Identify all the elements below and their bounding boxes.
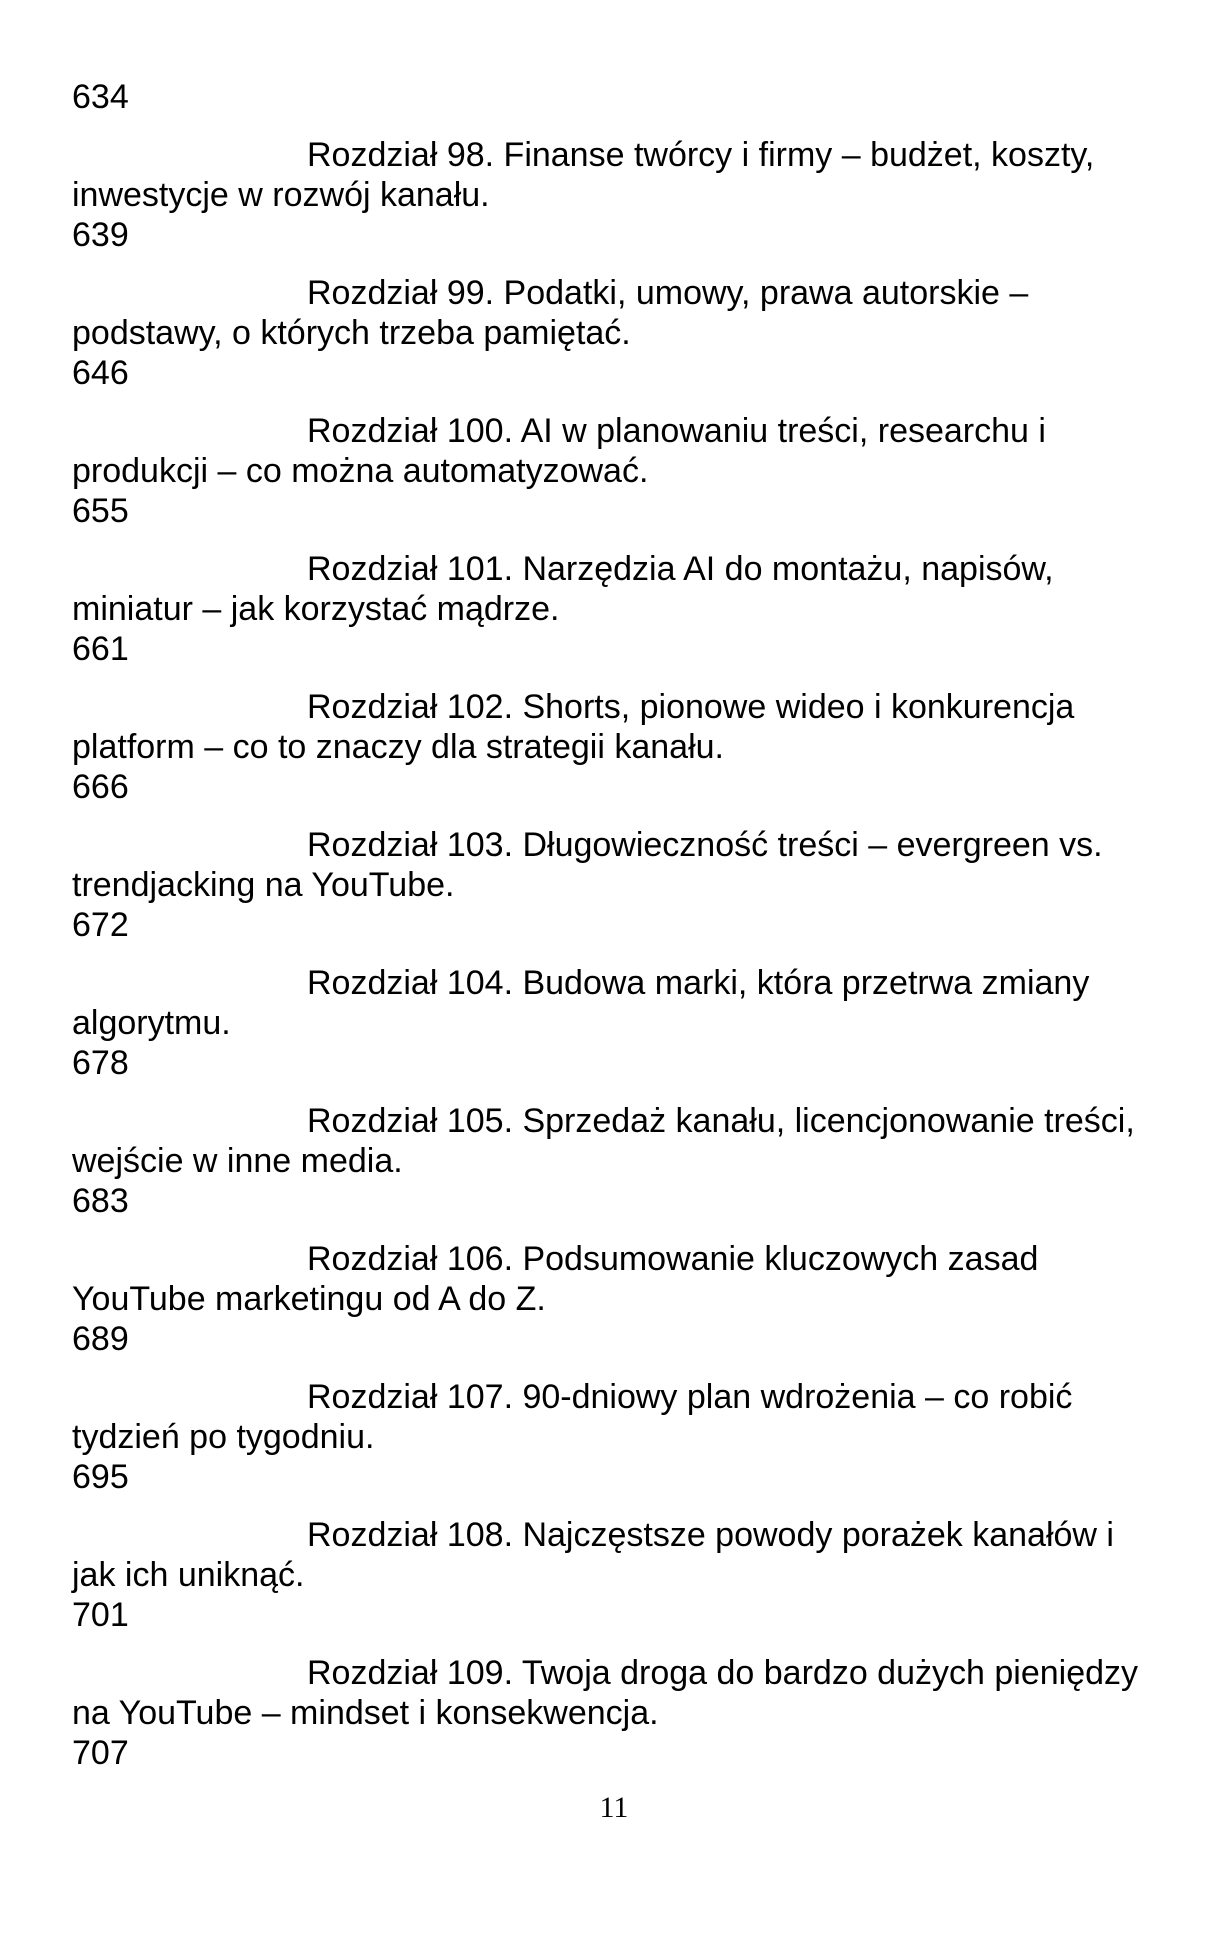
chapter-title-line-1: Rozdział 98. Finanse twórcy i firmy – budżet, koszty, xyxy=(307,136,1095,174)
page-number: 11 xyxy=(599,1791,629,1824)
chapter-page-number: 639 xyxy=(72,216,129,254)
entry-spacer xyxy=(72,669,1162,687)
chapter-title-line-2: wejście w inne media. xyxy=(72,1142,403,1180)
chapter-title-line-1: Rozdział 103. Długowieczność treści – evergreen vs. xyxy=(307,826,1103,864)
toc-entry xyxy=(72,273,1162,393)
chapter-title-line-1: Rozdział 102. Shorts, pionowe wideo i konkurencja xyxy=(307,688,1075,726)
chapter-page-number: 707 xyxy=(72,1734,129,1772)
chapter-title-line-2: YouTube marketingu od A do Z. xyxy=(72,1280,546,1318)
toc-entry xyxy=(72,1653,1162,1773)
toc-entry xyxy=(72,825,1162,945)
chapter-title-line-1: Rozdział 101. Narzędzia AI do montażu, napisów, xyxy=(307,550,1054,588)
chapter-title-line-2: miniatur – jak korzystać mądrze. xyxy=(72,590,560,628)
chapter-title-line-2: podstawy, o których trzeba pamiętać. xyxy=(72,314,631,352)
chapter-page-number: 678 xyxy=(72,1044,129,1082)
chapter-title-line-1: Rozdział 105. Sprzedaż kanału, licencjonowanie treści, xyxy=(307,1102,1135,1140)
toc-entry xyxy=(72,1377,1162,1497)
entry-spacer xyxy=(72,945,1162,963)
chapter-title-line-1: Rozdział 109. Twoja droga do bardzo dużych pieniędzy xyxy=(307,1654,1139,1692)
chapter-title-line-2: inwestycje w rozwój kanału. xyxy=(72,176,490,214)
chapter-title-line-2: algorytmu. xyxy=(72,1004,231,1042)
entry-spacer xyxy=(72,393,1162,411)
toc-entry xyxy=(72,135,1162,255)
entry-spacer xyxy=(72,531,1162,549)
toc-entry xyxy=(72,1101,1162,1221)
entry-spacer xyxy=(72,1497,1162,1515)
entry-spacer xyxy=(72,1359,1162,1377)
chapter-page-number: 701 xyxy=(72,1596,129,1634)
toc-leading-page-number: 634 xyxy=(72,78,129,116)
chapter-page-number: 661 xyxy=(72,630,129,668)
chapter-page-number: 672 xyxy=(72,906,129,944)
chapter-title-line-2: produkcji – co można automatyzować. xyxy=(72,452,649,490)
toc-entry xyxy=(72,963,1162,1083)
chapter-page-number: 695 xyxy=(72,1458,129,1496)
toc-entries xyxy=(72,117,1162,1773)
entry-spacer xyxy=(72,255,1162,273)
chapter-title-line-2: tydzień po tygodniu. xyxy=(72,1418,375,1456)
chapter-title-line-1: Rozdział 104. Budowa marki, która przetrwa zmiany xyxy=(307,964,1090,1002)
chapter-page-number: 655 xyxy=(72,492,129,530)
toc-entry xyxy=(72,1515,1162,1635)
toc-entry xyxy=(72,549,1162,669)
chapter-title-line-1: Rozdział 108. Najczęstsze powody porażek kanałów i xyxy=(307,1516,1114,1554)
entry-spacer xyxy=(72,1083,1162,1101)
entry-spacer xyxy=(72,1221,1162,1239)
chapter-title-line-2: na YouTube – mindset i konsekwencja. xyxy=(72,1694,659,1732)
chapter-page-number: 646 xyxy=(72,354,129,392)
toc-entry xyxy=(72,687,1162,807)
chapter-title-line-2: jak ich uniknąć. xyxy=(72,1556,305,1594)
chapter-title-line-2: platform – co to znaczy dla strategii kanału. xyxy=(72,728,724,766)
entry-spacer xyxy=(72,117,1162,135)
chapter-page-number: 689 xyxy=(72,1320,129,1358)
toc-entry xyxy=(72,1239,1162,1359)
chapter-title-line-1: Rozdział 99. Podatki, umowy, prawa autorskie – xyxy=(307,274,1029,312)
chapter-title-line-1: Rozdział 107. 90-dniowy plan wdrożenia – co robić xyxy=(307,1378,1073,1416)
chapter-page-number: 666 xyxy=(72,768,129,806)
chapter-title-line-1: Rozdział 100. AI w planowaniu treści, researchu i xyxy=(307,412,1046,450)
chapter-title-line-2: trendjacking na YouTube. xyxy=(72,866,455,904)
entry-spacer xyxy=(72,807,1162,825)
chapter-page-number: 683 xyxy=(72,1182,129,1220)
chapter-title-line-1: Rozdział 106. Podsumowanie kluczowych zasad xyxy=(307,1240,1039,1278)
toc-entry xyxy=(72,411,1162,531)
table-of-contents xyxy=(72,77,1162,1773)
entry-spacer xyxy=(72,1635,1162,1653)
